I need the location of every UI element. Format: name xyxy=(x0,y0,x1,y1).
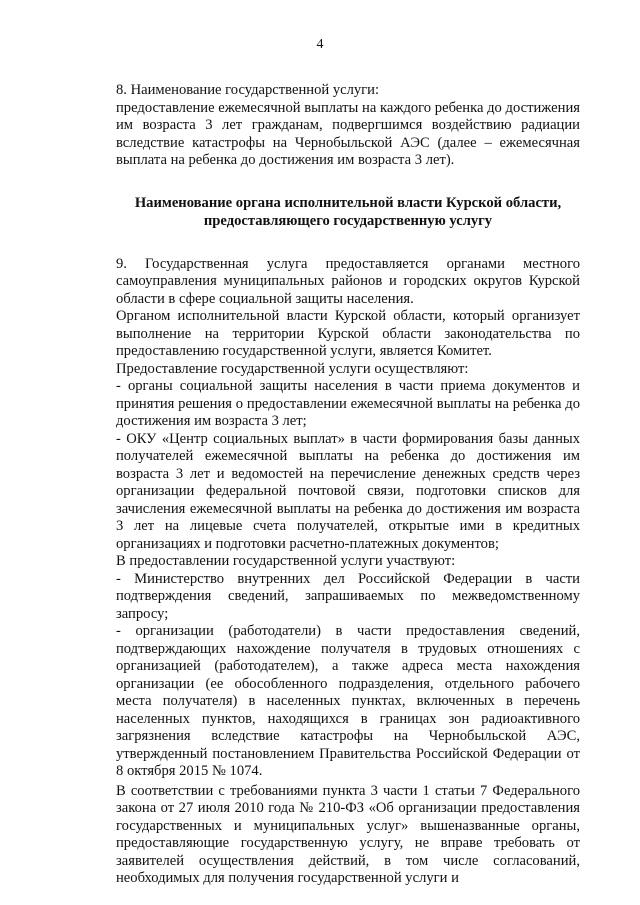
list-item-oku-center: - ОКУ «Центр социальных выплат» в части формирования базы данных получателей ежемесячной выплаты на ребенка до достижения им возраста 3 лет и ведомостей на перечисление денежных средств через организации федеральной почтовой связи, подготовки списков для зачисления ежемесячной выплаты на ребенка до достижения им возраста 3 лет на лицевые счета получателей, открытые ими в кредитных организациях и подготовки расчетно-платежных документов; xyxy=(116,430,580,552)
list-item-employers: - организации (работодатели) в части предоставления сведений, подтверждающих нахождение получателя в трудовых отношениях с организацией (работодателем), а также адреса места нахождения организации (ее обособленного подразделения, отдельного рабочего места получателя) в населенных пунктах, включенных в перечень населенных пунктов, находящихся в границах зон радиоактивного загрязнения вследствие катастрофы на Чернобыльской АЭС, утвержденный постановлением Правительства Российской Федерации от 8 октября 2015 № 1074. xyxy=(116,623,580,779)
document-body xyxy=(116,82,580,888)
paragraph-9: 9. Государственная услуга предоставляется органами местного самоуправления муниципальных районов и городских округов Курской области в сфере социальной защиты населения. xyxy=(116,255,580,307)
paragraph-providers-intro: Предоставление государственной услуги осуществляют: xyxy=(116,360,469,377)
section-heading: Наименование органа исполнительной власти Курской области, предоставляющего государственную услугу xyxy=(134,194,562,229)
section-8-title: 8. Наименование государственной услуги: xyxy=(116,82,380,98)
paragraph-participants-intro: В предоставлении государственной услуги участвуют: xyxy=(116,553,456,569)
paragraph-committee: Органом исполнительной власти Курской области, который организует выполнение на территории Курской области законодательства по предоставлению государственной услуги, является Комитет. xyxy=(116,308,580,359)
list-item-interior-ministry: - Министерство внутренних дел Российской Федерации в части подтверждения сведений, запрашиваемых по межведомственному запросу; xyxy=(116,570,580,622)
section-8-text: предоставление ежемесячной выплаты на каждого ребенка до достижения им возраста 3 лет гражданам, подвергшимся воздействию радиации вследствие катастрофы на Чернобыльской АЭС (далее – ежемесячная выплата на ребенка до достижения им возраста 3 лет). xyxy=(116,99,580,168)
page-number: 4 xyxy=(316,37,324,52)
paragraph-federal-law: В соответствии с требованиями пункта 3 части 1 статьи 7 Федерального закона от 27 июля 2010 года № 210-ФЗ «Об организации предоставления государственных и муниципальных услуг» вышеназванные органы, предоставляющие государственную услугу, не вправе требовать от заявителей осуществления действий, в том числе согласований, необходимых для получения государственной услуги и xyxy=(116,782,580,886)
list-item-social-protection: - органы социальной защиты населения в части приема документов и принятия решения о предоставлении ежемесячной выплаты на ребенка до достижения им возраста 3 лет; xyxy=(116,378,580,429)
